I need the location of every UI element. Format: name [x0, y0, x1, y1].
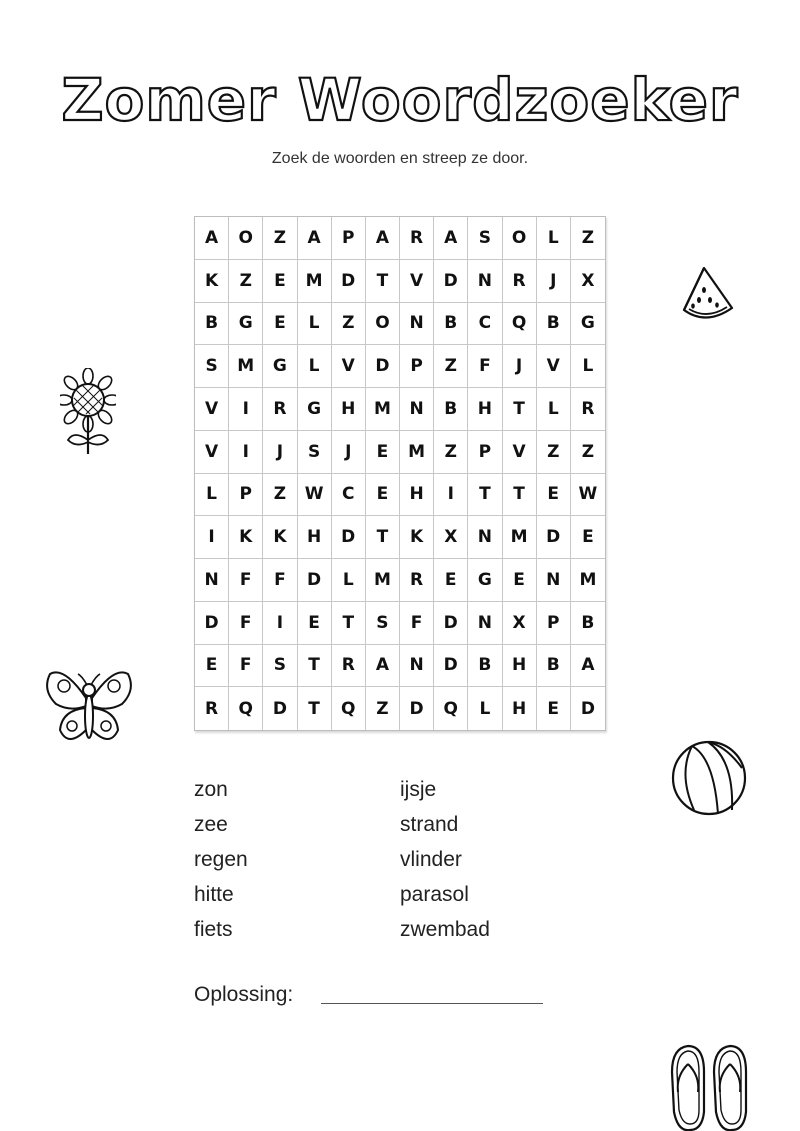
- grid-cell-r3-c5: Z: [332, 303, 366, 346]
- grid-cell-r5-c3: R: [263, 388, 297, 431]
- grid-cell-r12-c9: L: [468, 687, 502, 730]
- grid-cell-r12-c11: E: [537, 687, 571, 730]
- grid-cell-r6-c2: I: [229, 431, 263, 474]
- grid-cell-r8-c4: H: [298, 516, 332, 559]
- word-item: ijsje: [400, 778, 437, 801]
- grid-cell-r4-c4: L: [298, 345, 332, 388]
- grid-cell-r3-c1: B: [195, 303, 229, 346]
- grid-cell-r2-c11: J: [537, 260, 571, 303]
- grid-cell-r9-c1: N: [195, 559, 229, 602]
- grid-cell-r7-c11: E: [537, 474, 571, 517]
- grid-cell-r6-c6: E: [366, 431, 400, 474]
- grid-cell-r2-c1: K: [195, 260, 229, 303]
- grid-cell-r5-c10: T: [503, 388, 537, 431]
- grid-cell-r4-c3: G: [263, 345, 297, 388]
- grid-cell-r12-c7: D: [400, 687, 434, 730]
- grid-cell-r10-c1: D: [195, 602, 229, 645]
- grid-cell-r12-c8: Q: [434, 687, 468, 730]
- grid-cell-r8-c10: M: [503, 516, 537, 559]
- word-item: strand: [400, 813, 459, 836]
- solution-line: [321, 1003, 543, 1004]
- grid-cell-r2-c12: X: [571, 260, 605, 303]
- word-item: zee: [194, 813, 228, 836]
- grid-cell-r5-c12: R: [571, 388, 605, 431]
- grid-cell-r4-c12: L: [571, 345, 605, 388]
- grid-cell-r7-c7: H: [400, 474, 434, 517]
- grid-cell-r3-c9: C: [468, 303, 502, 346]
- grid-cell-r11-c7: N: [400, 645, 434, 688]
- beach-ball-icon: [670, 728, 748, 828]
- grid-cell-r3-c6: O: [366, 303, 400, 346]
- grid-cell-r7-c2: P: [229, 474, 263, 517]
- grid-cell-r9-c7: R: [400, 559, 434, 602]
- grid-cell-r6-c8: Z: [434, 431, 468, 474]
- grid-cell-r8-c1: I: [195, 516, 229, 559]
- grid-cell-r6-c4: S: [298, 431, 332, 474]
- grid-cell-r5-c4: G: [298, 388, 332, 431]
- grid-cell-r7-c3: Z: [263, 474, 297, 517]
- grid-cell-r2-c9: N: [468, 260, 502, 303]
- grid-cell-r9-c6: M: [366, 559, 400, 602]
- grid-cell-r4-c2: M: [229, 345, 263, 388]
- grid-cell-r3-c3: E: [263, 303, 297, 346]
- grid-cell-r2-c3: E: [263, 260, 297, 303]
- grid-cell-r1-c6: A: [366, 217, 400, 260]
- grid-cell-r10-c8: D: [434, 602, 468, 645]
- grid-cell-r10-c5: T: [332, 602, 366, 645]
- grid-cell-r12-c5: Q: [332, 687, 366, 730]
- word-item: parasol: [400, 883, 469, 906]
- word-item: vlinder: [400, 848, 462, 871]
- grid-cell-r9-c12: M: [571, 559, 605, 602]
- grid-cell-r12-c4: T: [298, 687, 332, 730]
- grid-cell-r12-c1: R: [195, 687, 229, 730]
- grid-cell-r1-c1: A: [195, 217, 229, 260]
- grid-cell-r4-c1: S: [195, 345, 229, 388]
- grid-cell-r8-c11: D: [537, 516, 571, 559]
- grid-cell-r8-c5: D: [332, 516, 366, 559]
- grid-cell-r2-c6: T: [366, 260, 400, 303]
- grid-cell-r9-c11: N: [537, 559, 571, 602]
- word-item: regen: [194, 848, 248, 871]
- grid-cell-r11-c4: T: [298, 645, 332, 688]
- grid-cell-r2-c2: Z: [229, 260, 263, 303]
- grid-cell-r9-c4: D: [298, 559, 332, 602]
- grid-cell-r7-c9: T: [468, 474, 502, 517]
- grid-cell-r3-c4: L: [298, 303, 332, 346]
- grid-cell-r4-c6: D: [366, 345, 400, 388]
- grid-cell-r4-c8: Z: [434, 345, 468, 388]
- grid-cell-r12-c2: Q: [229, 687, 263, 730]
- grid-cell-r3-c7: N: [400, 303, 434, 346]
- grid-cell-r1-c7: R: [400, 217, 434, 260]
- grid-cell-r6-c12: Z: [571, 431, 605, 474]
- grid-cell-r10-c3: I: [263, 602, 297, 645]
- word-search-grid: [194, 216, 606, 731]
- grid-cell-r6-c5: J: [332, 431, 366, 474]
- grid-cell-r3-c2: G: [229, 303, 263, 346]
- word-list-left: [194, 772, 248, 947]
- sunflower-icon: [60, 368, 116, 456]
- grid-cell-r8-c12: E: [571, 516, 605, 559]
- grid-cell-r9-c10: E: [503, 559, 537, 602]
- grid-cell-r3-c8: B: [434, 303, 468, 346]
- grid-cell-r12-c12: D: [580, 698, 595, 719]
- grid-cell-r11-c5: R: [332, 645, 366, 688]
- word-item: fiets: [194, 918, 233, 941]
- grid-cell-r10-c2: F: [229, 602, 263, 645]
- grid-cell-r2-c7: V: [400, 260, 434, 303]
- grid-cell-r11-c2: F: [229, 645, 263, 688]
- grid-cell-r10-c9: N: [468, 602, 502, 645]
- grid-cell-r5-c8: B: [434, 388, 468, 431]
- grid-cell-r3-c10: Q: [503, 303, 537, 346]
- grid-cell-r12-c6: Z: [366, 687, 400, 730]
- grid-cell-r10-c11: P: [537, 602, 571, 645]
- grid-cell-r5-c7: N: [400, 388, 434, 431]
- grid-cell-r5-c11: L: [537, 388, 571, 431]
- grid-cell-r11-c6: A: [366, 645, 400, 688]
- grid-cell-r11-c8: D: [434, 645, 468, 688]
- grid-cell-r6-c1: V: [195, 431, 229, 474]
- grid-cell-r1-c5: P: [332, 217, 366, 260]
- grid-cell-r7-c12: W: [571, 474, 605, 517]
- grid-cell-r9-c5: L: [332, 559, 366, 602]
- grid-cell-r6-c10: V: [503, 431, 537, 474]
- grid-cell-r5-c5: H: [332, 388, 366, 431]
- grid-cell-r1-c10: O: [503, 217, 537, 260]
- grid-cell-r2-c5: D: [332, 260, 366, 303]
- grid-cell-r12-c3: D: [263, 687, 297, 730]
- grid-cell-r1-c3: Z: [263, 217, 297, 260]
- grid-cell-r4-c9: F: [468, 345, 502, 388]
- grid-cell-r10-c4: E: [298, 602, 332, 645]
- grid-cell-r8-c7: K: [400, 516, 434, 559]
- grid-cell-r5-c1: V: [195, 388, 229, 431]
- grid-cell-r7-c8: I: [434, 474, 468, 517]
- grid-cell-r7-c10: T: [503, 474, 537, 517]
- grid-cell-r9-c2: F: [229, 559, 263, 602]
- instructions: Zoek de woorden en streep ze door.: [271, 150, 529, 167]
- grid-cell-r12-c10: H: [503, 687, 537, 730]
- grid-cell-r2-c10: R: [503, 260, 537, 303]
- grid-cell-r11-c11: B: [537, 645, 571, 688]
- flip-flops-icon: [668, 1042, 752, 1131]
- grid-cell-r11-c1: E: [195, 645, 229, 688]
- grid-cell-r10-c7: F: [400, 602, 434, 645]
- grid-cell-r8-c9: N: [468, 516, 502, 559]
- grid-cell-r1-c11: L: [537, 217, 571, 260]
- grid-cell-r4-c5: V: [332, 345, 366, 388]
- grid-cell-r4-c10: J: [503, 345, 537, 388]
- grid-cell-r11-c10: H: [503, 645, 537, 688]
- grid-cell-r1-c12: Z: [571, 217, 605, 260]
- watermelon-icon: [680, 264, 736, 324]
- grid-cell-r5-c9: H: [468, 388, 502, 431]
- grid-cell-r10-c12: B: [571, 602, 605, 645]
- page-title: Zomer Woordzoeker: [61, 66, 739, 134]
- grid-cell-r5-c2: I: [229, 388, 263, 431]
- grid-cell-r6-c11: Z: [537, 431, 571, 474]
- grid-cell-r3-c12: G: [571, 303, 605, 346]
- grid-cell-r8-c2: K: [229, 516, 263, 559]
- word-item: zon: [194, 778, 228, 801]
- grid-cell-r8-c6: T: [366, 516, 400, 559]
- grid-cell-r1-c8: A: [434, 217, 468, 260]
- grid-cell-r7-c4: W: [298, 474, 332, 517]
- grid-cell-r7-c6: E: [366, 474, 400, 517]
- word-item: hitte: [194, 883, 234, 906]
- grid-cell-r1-c2: O: [229, 217, 263, 260]
- grid-cell-r3-c11: B: [537, 303, 571, 346]
- grid-cell-r6-c9: P: [468, 431, 502, 474]
- grid-cell-r9-c9: G: [468, 559, 502, 602]
- grid-cell-r8-c3: K: [263, 516, 297, 559]
- grid-cell-r8-c8: X: [434, 516, 468, 559]
- grid-cell-r10-c6: S: [366, 602, 400, 645]
- grid-cell-r7-c5: C: [332, 474, 366, 517]
- grid-cell-r4-c11: V: [537, 345, 571, 388]
- grid-cell-r1-c4: A: [298, 217, 332, 260]
- grid-cell-r1-c9: S: [468, 217, 502, 260]
- grid-cell-r4-c7: P: [400, 345, 434, 388]
- word-item: zwembad: [400, 918, 490, 941]
- grid-cell-r11-c9: B: [468, 645, 502, 688]
- grid-cell-r6-c3: J: [263, 431, 297, 474]
- solution-label: Oplossing:: [194, 983, 294, 1006]
- grid-cell-r10-c10: X: [503, 602, 537, 645]
- butterfly-icon: [44, 664, 134, 750]
- grid-cell-r2-c4: M: [298, 260, 332, 303]
- grid-cell-r6-c7: M: [400, 431, 434, 474]
- grid-cell-r9-c8: E: [434, 559, 468, 602]
- grid-cell-r11-c3: S: [263, 645, 297, 688]
- grid-cell-r2-c8: D: [434, 260, 468, 303]
- word-list-right: [400, 772, 490, 947]
- grid-cell-r7-c1: L: [195, 474, 229, 517]
- grid-cell-r5-c6: M: [366, 388, 400, 431]
- grid-cell-r11-c12: A: [571, 645, 605, 688]
- grid-cell-r9-c3: F: [263, 559, 297, 602]
